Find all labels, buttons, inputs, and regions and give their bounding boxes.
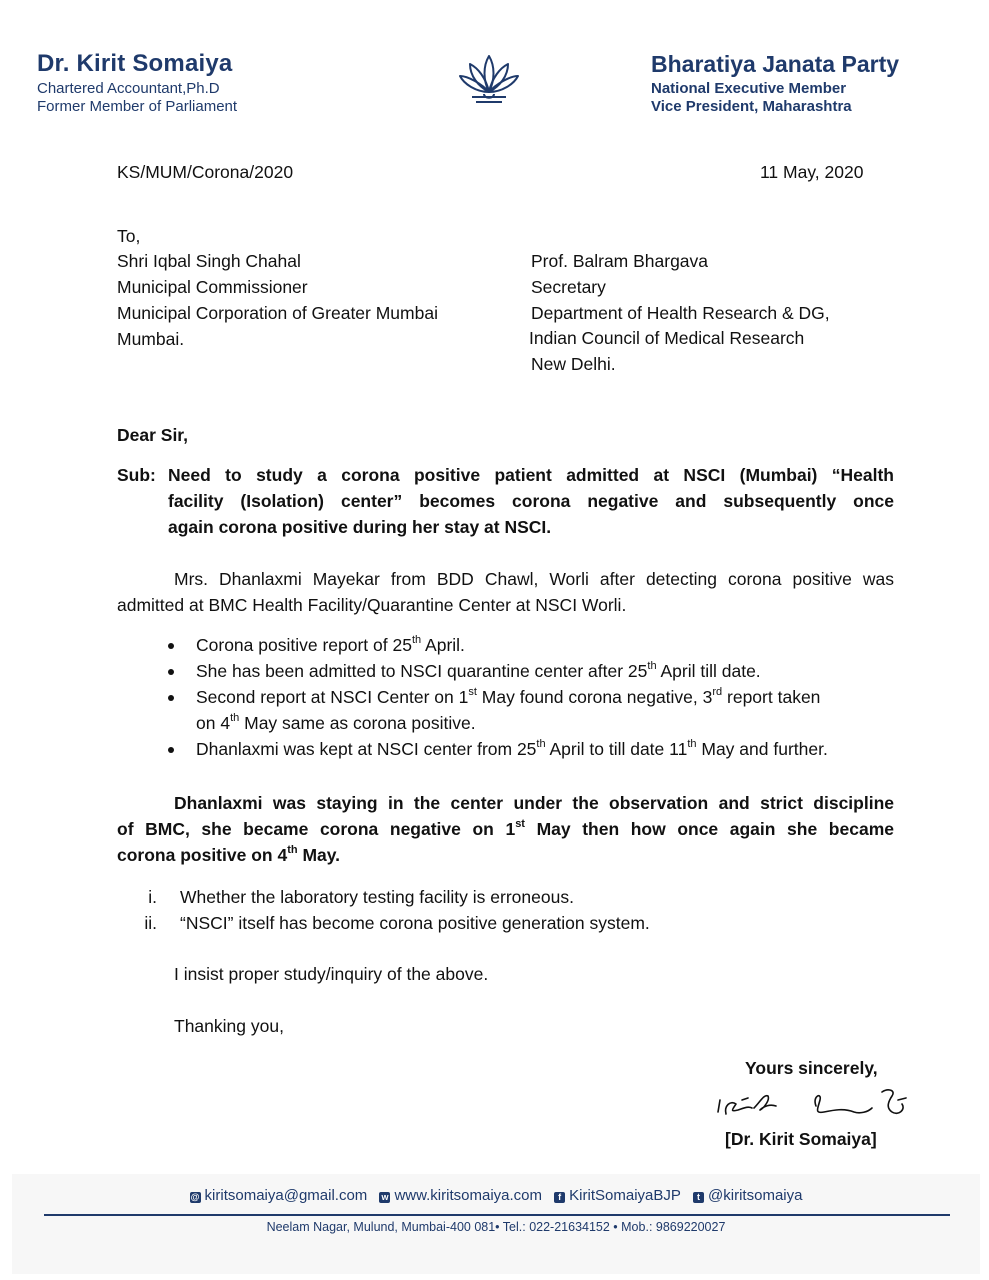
fact-list: [168, 632, 898, 762]
ordinal-suffix: th: [647, 660, 657, 673]
lotus-logo: [456, 52, 522, 108]
reference-number: KS/MUM/Corona/2020: [117, 162, 294, 182]
list-item-text: May and further.: [696, 739, 828, 759]
list-item: [168, 658, 898, 684]
ordinal-suffix: st: [515, 818, 525, 831]
intro-paragraph: [117, 566, 894, 618]
bullet-dot: [168, 695, 174, 701]
list-item-text: April to till date 11: [545, 739, 688, 759]
addressee-right-line: Prof. Balram Bhargava: [531, 251, 709, 271]
intro-line: admitted at BMC Health Facility/Quarantine Center at NSCI Worli.: [117, 595, 627, 615]
subject-line: facility (Isolation) center” becomes corona negative and subsequently once: [168, 491, 894, 511]
ordinal-suffix: st: [468, 686, 477, 699]
list-item-text: on 4: [196, 713, 231, 733]
twitter-icon: t: [693, 1192, 704, 1203]
bullet-dot: [168, 643, 174, 649]
ordinal-suffix: th: [230, 712, 240, 725]
facebook-icon: f: [554, 1192, 565, 1203]
signatory-name: [Dr. Kirit Somaiya]: [725, 1129, 877, 1149]
footer-twitter-text: @kiritsomaiya: [708, 1187, 803, 1204]
footer-website-text: www.kiritsomaiya.com: [394, 1187, 542, 1204]
footer-email[interactable]: [190, 1187, 368, 1204]
addressee-right-line: Department of Health Research & DG,: [531, 303, 830, 323]
ordinal-suffix: rd: [712, 686, 723, 699]
list-item-text: April till date.: [656, 661, 761, 681]
addressee-left-line: Municipal Commissioner: [117, 277, 308, 297]
emphasis-line: [117, 842, 894, 868]
emphasis-line: Dhanlaxmi was staying in the center under the observation and strict discipline: [174, 793, 894, 813]
list-item: [168, 736, 898, 762]
list-item-text: May same as corona positive.: [239, 713, 476, 733]
list-item-text: She has been admitted to NSCI quarantine center after 25: [196, 661, 648, 681]
emphasis-text: of BMC, she became corona negative on 1: [117, 819, 516, 839]
ordinal-suffix: th: [411, 634, 422, 647]
list-number: ii.: [144, 913, 157, 933]
footer-divider: [44, 1214, 950, 1216]
footer-facebook[interactable]: [554, 1187, 681, 1204]
letter-date: 11 May, 2020: [760, 162, 864, 182]
letterhead-former-role: Former Member of Parliament: [37, 98, 238, 115]
footer-twitter[interactable]: [693, 1187, 802, 1204]
letterhead-party: Bharatiya Janata Party: [651, 51, 900, 77]
emphasis-text: May.: [297, 845, 341, 865]
salutation: Dear Sir,: [117, 425, 189, 445]
list-item-text: Whether the laboratory testing facility is erroneous.: [180, 887, 574, 907]
letterhead-name: Dr. Kirit Somaiya: [37, 50, 233, 77]
footer-website[interactable]: [379, 1187, 542, 1204]
globe-icon: w: [381, 1192, 389, 1202]
addressee-right-line: New Delhi.: [531, 354, 616, 374]
footer-contacts: [12, 1187, 980, 1204]
emphasis-line: [117, 816, 894, 842]
list-item-text: Second report at NSCI Center on 1: [196, 687, 469, 707]
ordinal-suffix: th: [687, 738, 697, 751]
emphasis-text: corona positive on 4: [117, 845, 288, 865]
emphasis-paragraph: [117, 790, 894, 868]
ordinal-suffix: th: [536, 738, 546, 751]
footer-facebook-text: KiritSomaiyaBJP: [569, 1187, 681, 1204]
addressee-left-line: Municipal Corporation of Greater Mumbai: [117, 303, 438, 323]
list-number: i.: [148, 887, 157, 907]
bullet-dot: [168, 669, 174, 675]
addressee-left-line: Shri Iqbal Singh Chahal: [117, 251, 301, 271]
bullet-dot: [168, 747, 174, 753]
subject-text: [168, 462, 894, 540]
email-icon: @: [190, 1192, 200, 1202]
list-item-text: “NSCI” itself has become corona positive generation system.: [180, 913, 650, 933]
subject-label: Sub:: [117, 465, 156, 485]
list-item-text: April.: [421, 635, 465, 655]
emphasis-text: May then how once again she became: [524, 819, 894, 839]
addressee-left-line: Mumbai.: [117, 329, 185, 349]
footer-email-text: kiritsomaiya@gmail.com: [204, 1187, 368, 1204]
subject-line: Need to study a corona positive patient admitted at NSCI (Mumbai) “Health: [168, 465, 894, 485]
footer-address: Neelam Nagar, Mulund, Mumbai-400 081• Tel.: 022-21634152 • Mob.: 9869220027: [266, 1220, 726, 1234]
list-item-text: Dhanlaxmi was kept at NSCI center from 25: [196, 739, 537, 759]
letterhead-role-1: National Executive Member: [651, 80, 847, 97]
closing: Yours sincerely,: [745, 1058, 878, 1078]
list-item-text: Corona positive report of 25: [196, 635, 412, 655]
list-item-text: May found corona negative, 3: [476, 687, 713, 707]
addressee-right-line: Secretary: [531, 277, 606, 297]
list-item: [168, 684, 898, 736]
letterhead-role-2: Vice President, Maharashtra: [651, 98, 852, 115]
list-item: [168, 632, 898, 658]
ordinal-suffix: th: [287, 844, 298, 857]
thanks: Thanking you,: [174, 1016, 284, 1036]
list-item-text: report taken: [722, 687, 821, 707]
to-label: To,: [117, 226, 141, 246]
addressee-right-line: Indian Council of Medical Research: [529, 328, 805, 348]
intro-line: Mrs. Dhanlaxmi Mayekar from BDD Chawl, Worli after detecting corona positive was: [174, 569, 894, 589]
closing-request: I insist proper study/inquiry of the above.: [174, 964, 489, 984]
signature: [712, 1082, 912, 1126]
subject-line: again corona positive during her stay at NSCI.: [168, 517, 552, 537]
letterhead-qualification: Chartered Accountant,Ph.D: [37, 80, 220, 97]
